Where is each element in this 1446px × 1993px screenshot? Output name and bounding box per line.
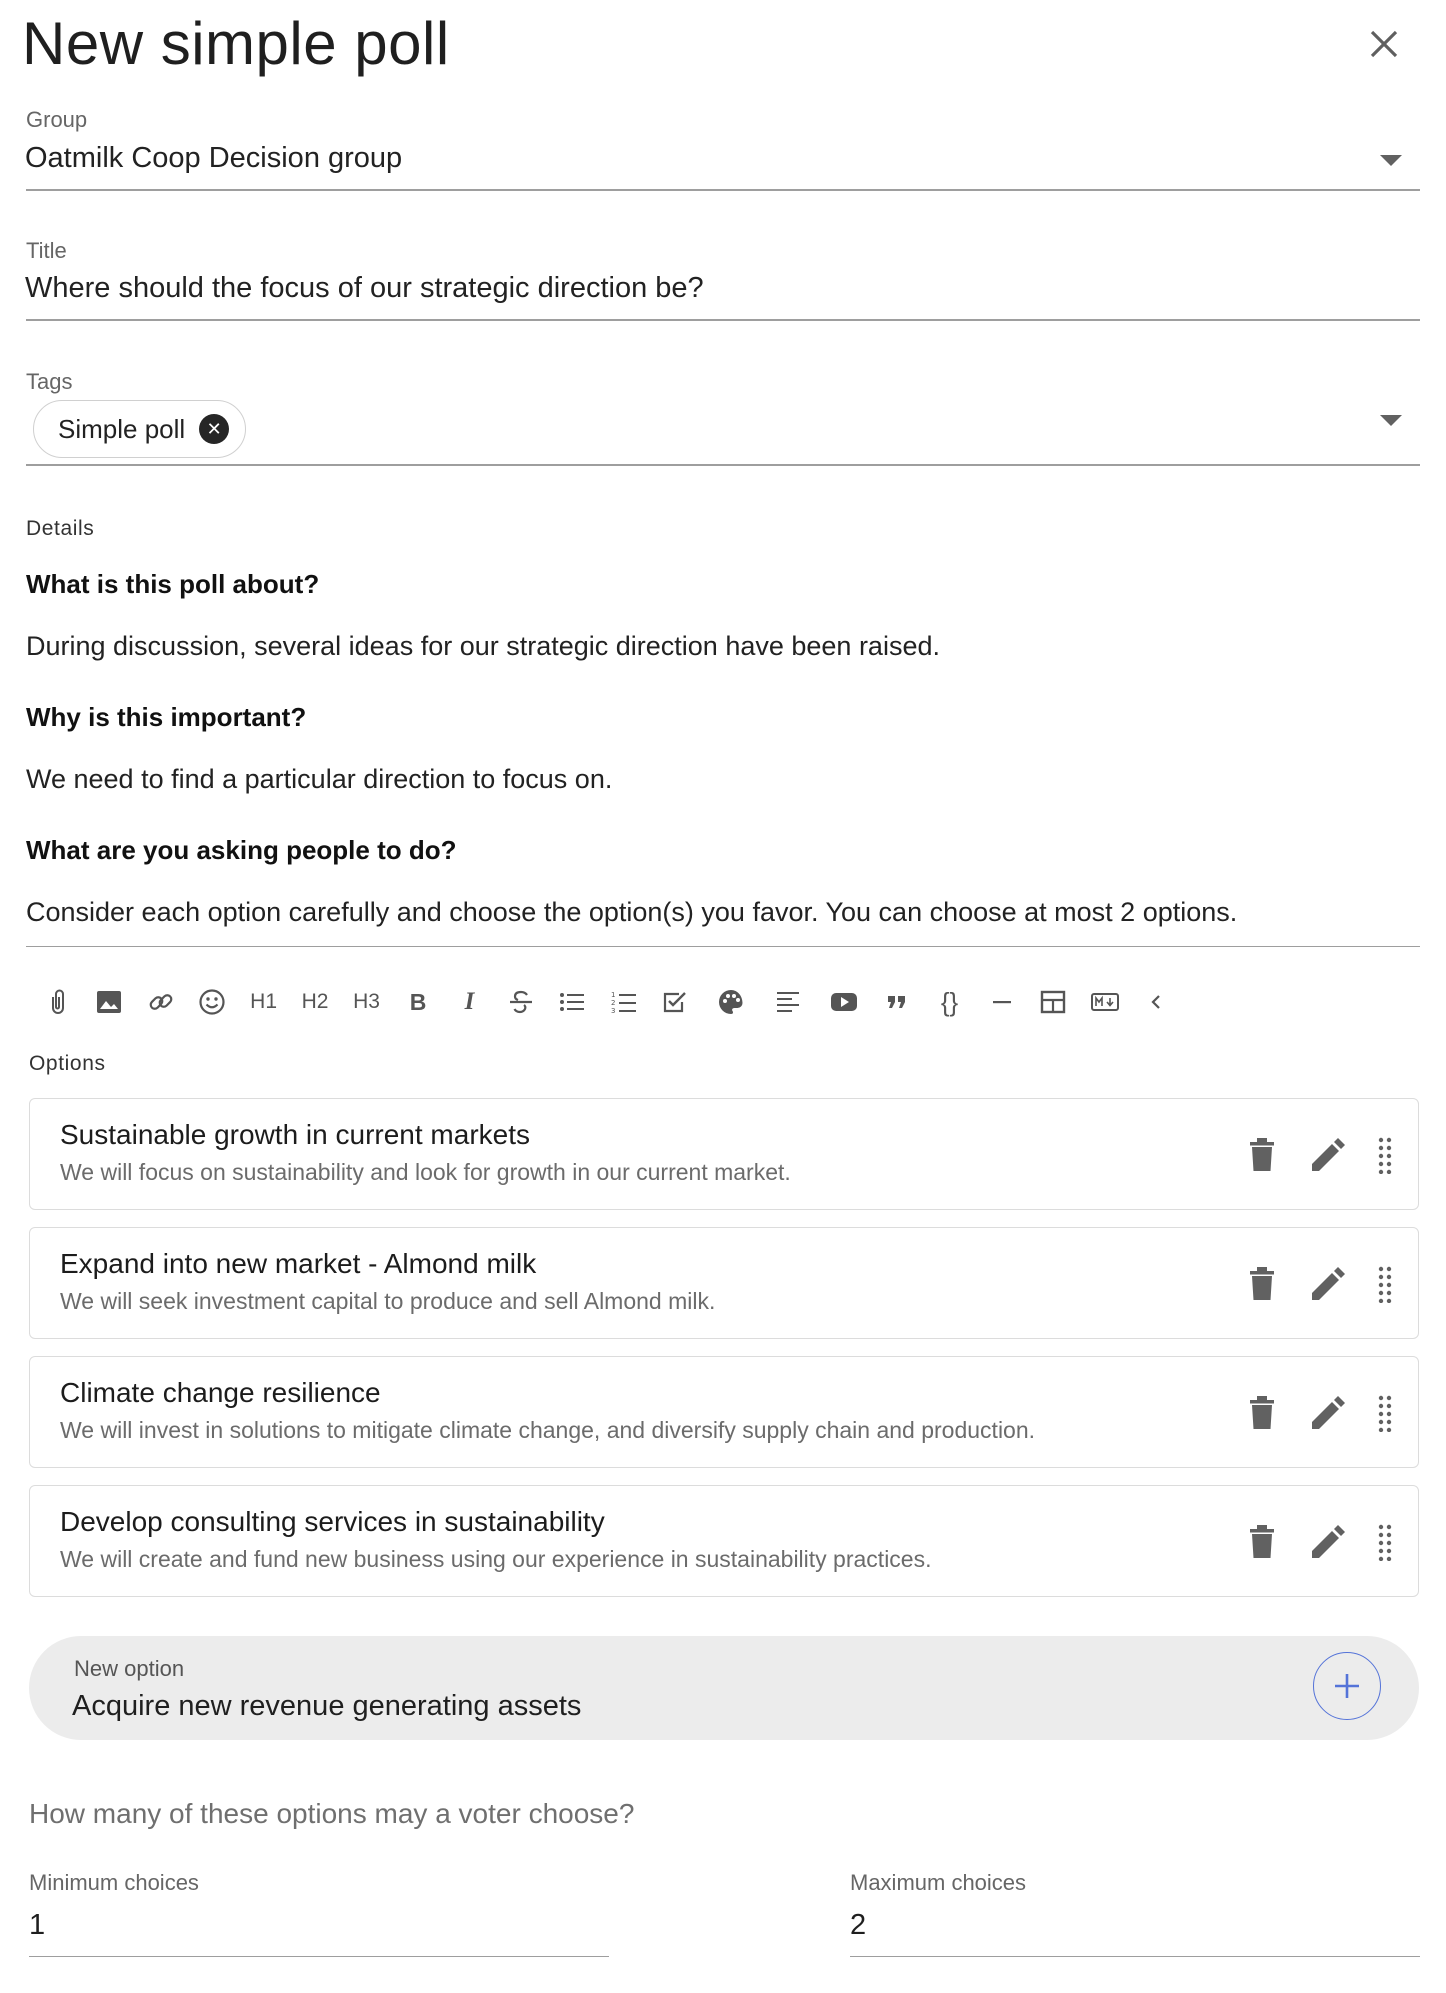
- tag-chip[interactable]: [33, 400, 246, 458]
- option-title: Climate change resilience: [60, 1377, 381, 1408]
- pencil-icon: [1310, 1524, 1346, 1560]
- palette-icon: [717, 988, 745, 1016]
- attach-button[interactable]: [32, 978, 83, 1026]
- collapse-chevron-icon: [1148, 992, 1164, 1012]
- align-left-icon: [775, 990, 801, 1014]
- details-heading-ask: What are you asking people to do?: [26, 835, 457, 865]
- voter-choice-question: How many of these options may a voter choose?: [29, 1798, 635, 1829]
- edit-option-button[interactable]: [1308, 1260, 1348, 1308]
- option-description: We will seek investment capital to produce and sell Almond milk.: [60, 1288, 716, 1314]
- group-underline: [26, 189, 1420, 191]
- svg-text:1: 1: [610, 991, 616, 999]
- drag-handle[interactable]: [1365, 1131, 1405, 1179]
- strikethrough-icon: [508, 989, 534, 1015]
- strikethrough-button[interactable]: [495, 978, 546, 1026]
- trash-icon: [1248, 1395, 1276, 1431]
- bold-button[interactable]: B: [409, 988, 427, 1015]
- title-label: Title: [26, 238, 67, 263]
- option-title: Develop consulting services in sustainability: [60, 1506, 605, 1537]
- link-icon: [147, 988, 175, 1016]
- video-icon: [830, 991, 858, 1013]
- details-paragraph-importance: We need to find a particular direction to focus on.: [26, 764, 613, 794]
- image-button[interactable]: [83, 978, 134, 1026]
- plus-icon: [1332, 1671, 1362, 1701]
- option-title: Expand into new market - Almond milk: [60, 1248, 537, 1279]
- attach-icon: [46, 988, 70, 1016]
- drag-handle-icon: [1378, 1523, 1392, 1561]
- italic-button[interactable]: I: [464, 988, 475, 1015]
- image-icon: [96, 990, 122, 1014]
- horizontal-rule-icon: [991, 999, 1013, 1005]
- delete-option-button[interactable]: [1242, 1518, 1282, 1566]
- drag-handle[interactable]: [1365, 1389, 1405, 1437]
- drag-handle[interactable]: [1365, 1518, 1405, 1566]
- link-button[interactable]: [135, 978, 186, 1026]
- delete-option-button[interactable]: [1242, 1131, 1282, 1179]
- min-choices-label: Minimum choices: [29, 1870, 199, 1895]
- option-description: We will invest in solutions to mitigate climate change, and diversify supply chain and production.: [60, 1417, 1036, 1443]
- group-dropdown-icon[interactable]: [1380, 155, 1402, 166]
- page-title: New simple poll: [22, 10, 450, 77]
- ordered-list-button[interactable]: [598, 978, 649, 1026]
- task-list-icon: [662, 989, 688, 1015]
- svg-text:2: 2: [610, 999, 616, 1007]
- remove-tag-icon[interactable]: ✕: [199, 414, 229, 444]
- table-button[interactable]: [1028, 978, 1079, 1026]
- option-card[interactable]: [29, 1227, 1419, 1339]
- details-paragraph-about: During discussion, several ideas for our strategic direction have been raised.: [26, 631, 940, 661]
- new-option-label: New option: [74, 1656, 185, 1681]
- group-select-value[interactable]: Oatmilk Coop Decision group: [25, 142, 403, 174]
- details-paragraph-ask: Consider each option carefully and choose the option(s) you favor. You can choose at most 2 options.: [26, 897, 1238, 927]
- drag-handle[interactable]: [1365, 1260, 1405, 1308]
- drag-handle-icon: [1378, 1265, 1392, 1303]
- bullet-list-button[interactable]: [547, 978, 598, 1026]
- pencil-icon: [1310, 1137, 1346, 1173]
- task-list-button[interactable]: [650, 978, 701, 1026]
- emoji-button[interactable]: [186, 978, 237, 1026]
- h1-button[interactable]: H1: [250, 990, 278, 1013]
- options-label: Options: [29, 1052, 106, 1075]
- max-choices-input[interactable]: [850, 1905, 1420, 1945]
- edit-option-button[interactable]: [1308, 1389, 1348, 1437]
- edit-option-button[interactable]: [1308, 1131, 1348, 1179]
- option-card[interactable]: [29, 1098, 1419, 1210]
- option-description: We will create and fund new business using our experience in sustainability practices.: [60, 1546, 932, 1572]
- option-card[interactable]: [29, 1485, 1419, 1597]
- delete-option-button[interactable]: [1242, 1389, 1282, 1437]
- color-button[interactable]: [701, 978, 760, 1026]
- details-heading-importance: Why is this important?: [26, 702, 307, 732]
- tags-underline: [26, 464, 1420, 466]
- max-choices-label: Maximum choices: [850, 1870, 1027, 1895]
- horizontal-rule-button[interactable]: [976, 978, 1027, 1026]
- align-button[interactable]: [760, 978, 815, 1026]
- min-choices-input[interactable]: [29, 1905, 609, 1945]
- new-option-input[interactable]: [72, 1686, 1252, 1726]
- details-heading-about: What is this poll about?: [26, 569, 320, 599]
- bullet-list-icon: [559, 990, 585, 1014]
- collapse-toolbar-button[interactable]: [1131, 978, 1182, 1026]
- tags-label: Tags: [26, 369, 73, 394]
- min-choices-underline: [29, 1956, 609, 1957]
- option-card[interactable]: [29, 1356, 1419, 1468]
- option-title: Sustainable growth in current markets: [60, 1119, 530, 1150]
- details-underline: [26, 946, 1420, 947]
- h2-button[interactable]: H2: [301, 990, 329, 1013]
- emoji-icon: [198, 988, 226, 1016]
- trash-icon: [1248, 1524, 1276, 1560]
- title-underline: [26, 319, 1420, 321]
- trash-icon: [1248, 1266, 1276, 1302]
- trash-icon: [1248, 1137, 1276, 1173]
- close-icon: [1362, 22, 1406, 66]
- markdown-button[interactable]: [1079, 978, 1130, 1026]
- video-button[interactable]: [816, 978, 871, 1026]
- option-description: We will focus on sustainability and look for growth in our current market.: [60, 1159, 791, 1185]
- code-block-button[interactable]: {}: [940, 986, 959, 1017]
- h3-button[interactable]: H3: [353, 990, 380, 1013]
- tags-dropdown-icon[interactable]: [1380, 415, 1402, 426]
- quote-icon: [886, 992, 908, 1012]
- delete-option-button[interactable]: [1242, 1260, 1282, 1308]
- pencil-icon: [1310, 1266, 1346, 1302]
- close-button[interactable]: [1362, 22, 1406, 66]
- title-input[interactable]: Where should the focus of our strategic direction be?: [25, 272, 704, 304]
- quote-button[interactable]: [871, 978, 922, 1026]
- table-icon: [1040, 990, 1066, 1014]
- drag-handle-icon: [1378, 1136, 1392, 1174]
- tag-chip-label: Simple poll: [58, 413, 186, 444]
- markdown-icon: [1091, 992, 1119, 1012]
- svg-text:3: 3: [610, 1007, 616, 1015]
- edit-option-button[interactable]: [1308, 1518, 1348, 1566]
- ordered-list-icon: [611, 989, 637, 1015]
- add-option-button[interactable]: [1313, 1652, 1381, 1720]
- group-label: Group: [26, 107, 88, 132]
- details-label: Details: [26, 517, 95, 540]
- pencil-icon: [1310, 1395, 1346, 1431]
- new-option-field: [29, 1636, 1419, 1740]
- editor-toolbar: [32, 978, 1182, 1026]
- max-choices-underline: [850, 1956, 1420, 1957]
- drag-handle-icon: [1378, 1394, 1392, 1432]
